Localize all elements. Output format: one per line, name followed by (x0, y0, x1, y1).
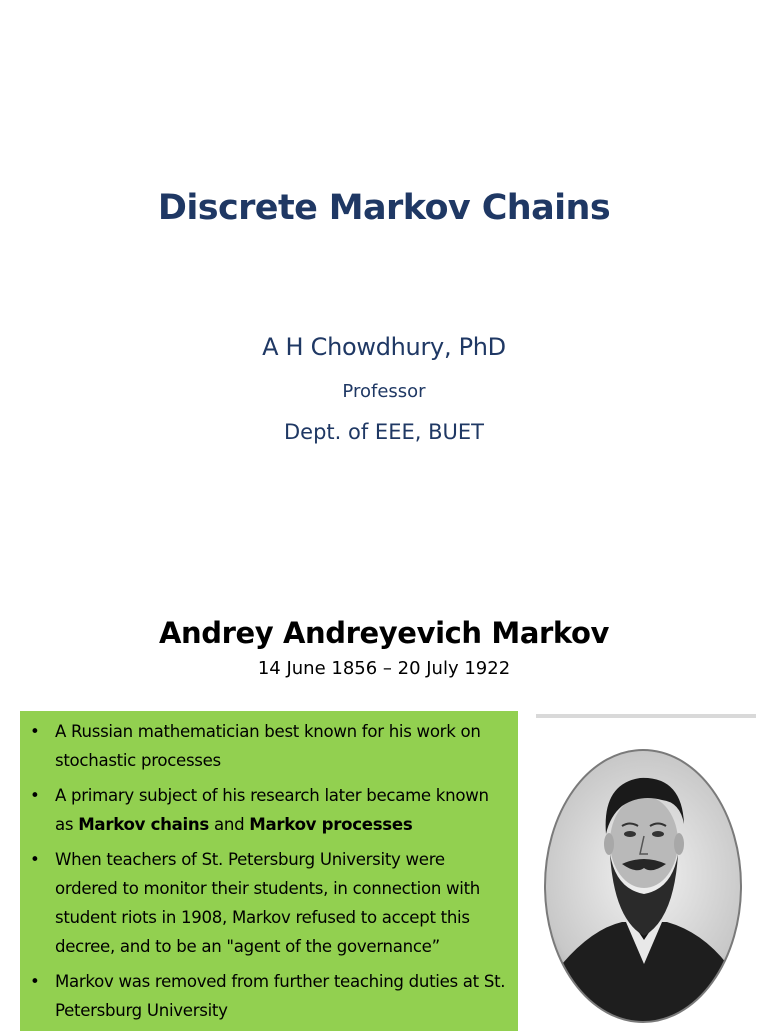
bullet-bold-term: Markov processes (249, 815, 413, 834)
bullet-text: A Russian mathematician best known for his work on stochastic processes (55, 722, 481, 770)
bullet-item (20, 781, 518, 839)
bullet-item (20, 967, 518, 1025)
bullet-list (20, 711, 518, 1025)
author-name: A H Chowdhury, PhD (262, 333, 506, 361)
bullet-bold-term: Markov chains (78, 815, 210, 834)
bullet-text: A primary subject of his research later became known as (55, 786, 489, 834)
bullet-text: When teachers of St. Petersburg University were ordered to monitor their students, in connection with student riots in 1908, Markov refused to accept this decree, and to be an "agent of the governance” (55, 850, 481, 956)
portrait-photo (522, 714, 768, 1024)
bullet-dot: • (30, 786, 40, 805)
bullet-text: Markov was removed from further teaching duties at St. Petersburg University (55, 972, 506, 1020)
bullet-dot: • (30, 972, 40, 991)
bullet-dot: • (30, 722, 40, 741)
biography-slide (0, 576, 768, 1024)
author-role: Professor (342, 381, 426, 402)
bullet-box (20, 711, 518, 1031)
bullet-item (20, 845, 518, 961)
bullet-dot: • (30, 850, 40, 869)
biography-title: Andrey Andreyevich Markov (158, 616, 610, 650)
bullet-item (20, 717, 518, 775)
author-department: Dept. of EEE, BUET (284, 420, 484, 444)
slide-title: Discrete Markov Chains (157, 188, 611, 228)
bullet-text: and (209, 815, 250, 834)
life-dates: 14 June 1856 – 20 July 1922 (257, 658, 511, 679)
portrait-icon (522, 714, 768, 1024)
